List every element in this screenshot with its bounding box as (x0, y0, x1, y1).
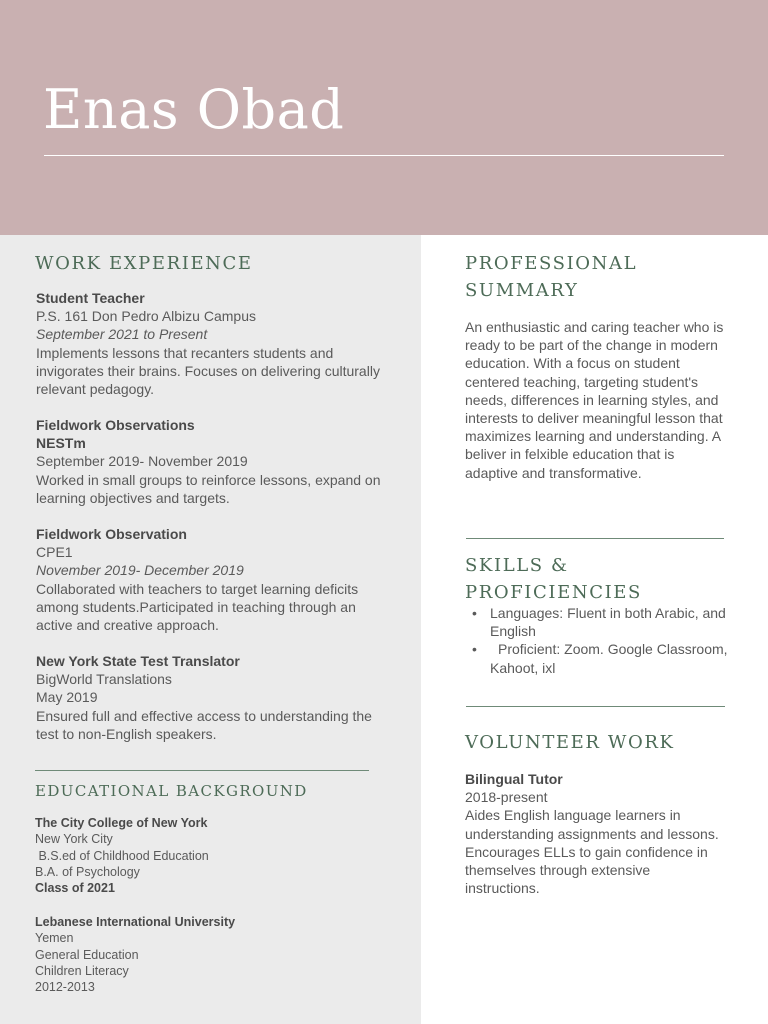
summary-heading-line2: SUMMARY (465, 280, 579, 301)
summary-divider (466, 538, 724, 539)
school-detail: 2012-2013 (35, 980, 95, 995)
school-detail: New York City (35, 832, 113, 847)
work-entry-desc-line: Worked in small groups to reinforce lessons, expand on (36, 471, 381, 488)
volunteer-entry (465, 770, 727, 897)
volunteer-dates: 2018-present (465, 789, 548, 806)
skills-item-text: Proficient: Zoom. Google Classroom, Kahoot, ixl (490, 641, 728, 676)
skills-divider (466, 706, 725, 707)
school-class-year: Class of 2021 (35, 881, 115, 896)
volunteer-heading: VOLUNTEER WORK (465, 732, 675, 753)
education-entry-ccny (35, 815, 209, 896)
work-entry-title: Fieldwork Observation (36, 526, 187, 542)
work-entry-desc-line: invigorates their brains. Focuses on delivering culturally (36, 362, 380, 379)
work-entry-fieldwork-observation (36, 525, 358, 634)
work-entry-place: P.S. 161 Don Pedro Albizu Campus (36, 308, 256, 325)
work-entry-desc-line: active and creative approach. (36, 617, 219, 634)
school-detail: B.A. of Psychology (35, 864, 140, 879)
work-entry-dates: May 2019 (36, 689, 98, 706)
school-detail: Yemen (35, 931, 74, 946)
header-banner (0, 0, 768, 235)
work-entry-place: NESTm (36, 435, 86, 452)
work-entry-fieldwork-observations (36, 416, 380, 507)
header-divider (44, 155, 724, 156)
work-entry-title: New York State Test Translator (36, 653, 240, 669)
work-entry-desc-line: among students.Participated in teaching through an (36, 598, 356, 615)
skills-list (466, 604, 728, 677)
work-entry-place: BigWorld Translations (36, 671, 172, 688)
bullet-icon: • (472, 641, 477, 658)
school-detail: General Education (35, 947, 139, 962)
education-heading: EDUCATIONAL BACKGROUND (35, 782, 308, 800)
work-section-divider (35, 770, 369, 771)
volunteer-desc: Aides English language learners in understanding assignments and lessons. Encourages ELLs to gain confidence in themselves through extensive instructions. (465, 807, 719, 897)
work-entry-desc-line: Implements lessons that recanters students and (36, 344, 334, 361)
school-detail: B.S.ed of Childhood Education (35, 848, 209, 863)
work-entry-desc-line: Ensured full and effective access to understanding the (36, 707, 372, 724)
work-experience-heading: WORK EXPERIENCE (35, 253, 253, 274)
work-entry-desc-line: learning objectives and targets. (36, 489, 230, 506)
summary-text: An enthusiastic and caring teacher who is ready to be part of the change in modern education. With a focus on student centered teaching, targeting student's needs, differences in learning styles, and interests to deliver meaningful lesson that maximizes learning and understanding. A beliver in felxible education that is adaptive and transformative. (465, 319, 724, 481)
work-entry-desc-line: test to non-English speakers. (36, 725, 217, 742)
work-entry-dates: September 2019- November 2019 (36, 453, 248, 470)
skills-item (466, 640, 728, 676)
bullet-icon: • (472, 605, 477, 621)
skills-heading-line2: PROFICIENCIES (465, 582, 642, 603)
work-entry-test-translator (36, 652, 372, 743)
work-entry-dates: November 2019- December 2019 (36, 562, 244, 579)
skills-heading-line1: SKILLS & (465, 555, 569, 576)
work-entry-title: Fieldwork Observations (36, 417, 195, 433)
school-name: The City College of New York (35, 816, 208, 830)
volunteer-title: Bilingual Tutor (465, 771, 563, 787)
work-entry-student-teacher (36, 289, 380, 398)
education-entry-liu (35, 914, 235, 995)
work-entry-dates: September 2021 to Present (36, 326, 208, 343)
work-entry-desc-line: relevant pedagogy. (36, 381, 155, 398)
work-entry-place: CPE1 (36, 544, 73, 561)
skills-item (466, 604, 728, 640)
work-entry-title: Student Teacher (36, 290, 145, 306)
skills-item-text: Languages: Fluent in both Arabic, and English (490, 605, 726, 640)
candidate-name: Enas Obad (43, 78, 345, 141)
work-entry-desc-line: Collaborated with teachers to target learning deficits (36, 580, 359, 597)
school-name: Lebanese International University (35, 915, 236, 929)
school-detail: Children Literacy (35, 963, 129, 978)
summary-heading-line1: PROFESSIONAL (465, 253, 638, 274)
